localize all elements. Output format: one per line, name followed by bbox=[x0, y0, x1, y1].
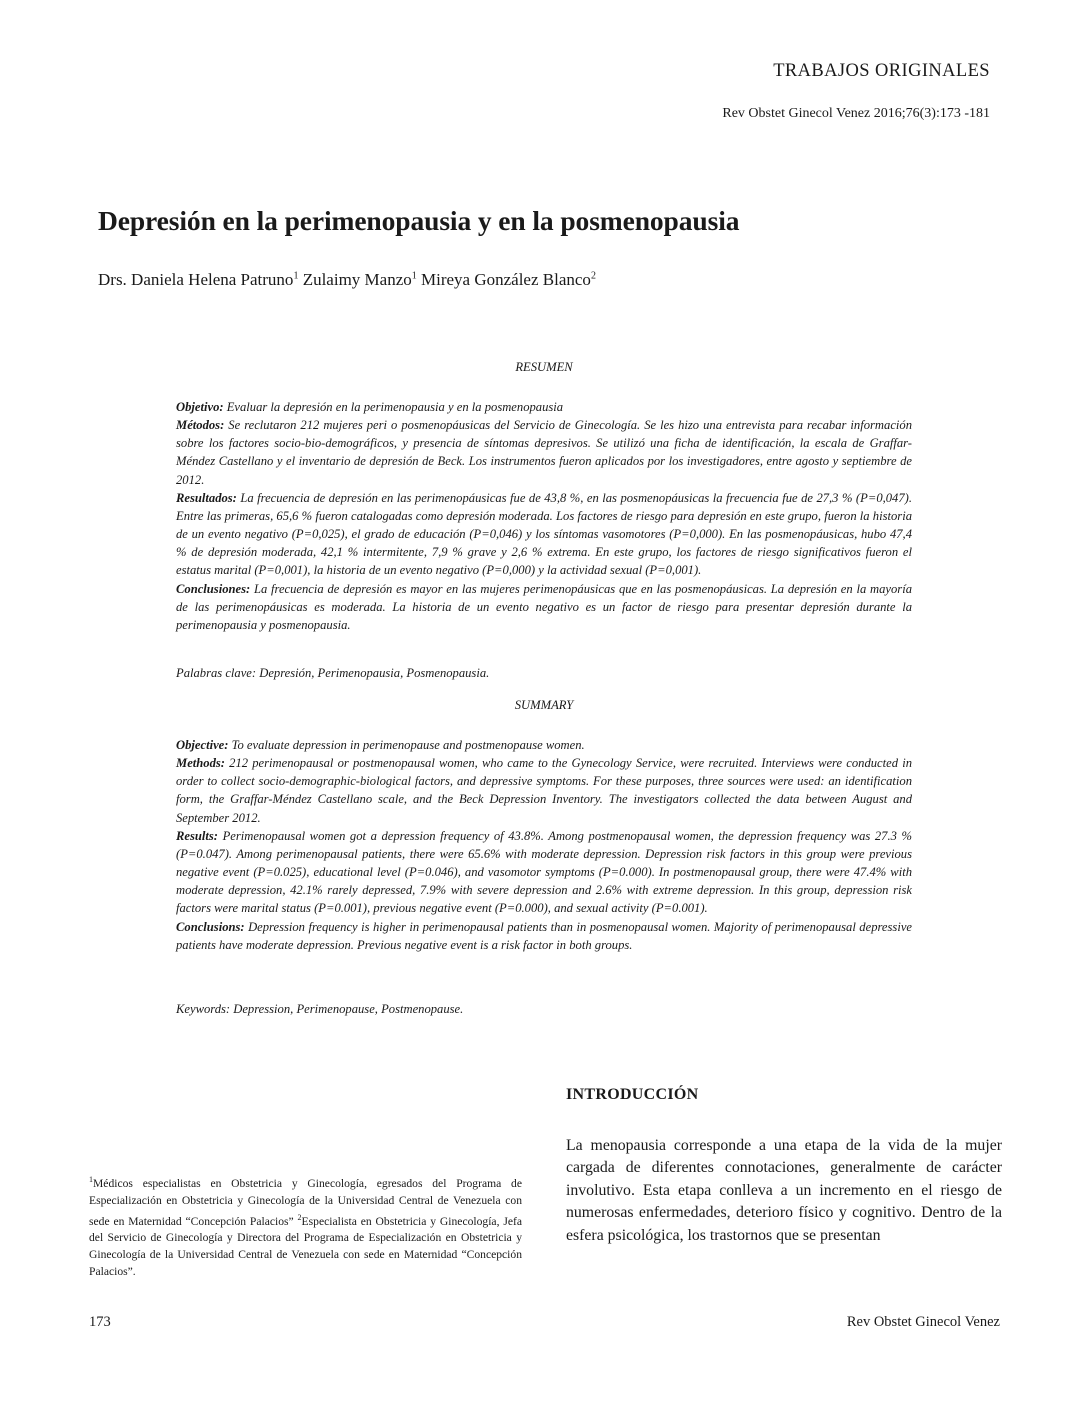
author-name: Drs. Daniela Helena Patruno bbox=[98, 270, 294, 289]
summary-body bbox=[176, 736, 912, 954]
footnote-text: Médicos especialistas en Obstetricia y Ginecología, egresados del Programa de Especialización en Obstetricia y Ginecología de la Universidad Central de Venezuela con sede en Maternidad “Concepción Palacios” bbox=[89, 1176, 522, 1228]
summary-heading: SUMMARY bbox=[514, 698, 574, 712]
author-name: Zulaimy Manzo bbox=[302, 270, 412, 289]
conclusiones-label: Conclusiones: bbox=[176, 581, 251, 596]
results-text: Perimenopausal women got a depression frequency of 43.8%. Among postmenopausal women, the depression frequency was 27.3 % (P=0.047). Among perimenopausal patients, there were 65.6% with moderate depression. Depression risk factors in this group were previous negative event (P=0.025), educational level (P=0.046), and vasomotor symptoms (P=0.000). In postmenopausal group, there were 47.4% with moderate depression, 42.1% rarely depressed, 7.9% with severe depression and 2.6% with extreme depression. In this group, depression risk factors were marital status (P=0.001), previous negative event (P=0.000), and sexual activity (P=0.001). bbox=[176, 828, 912, 916]
objetivo-label: Objetivo: bbox=[176, 400, 224, 414]
summary-methods bbox=[176, 754, 912, 827]
section-label: TRABAJOS ORIGINALES bbox=[773, 61, 990, 81]
summary-results bbox=[176, 827, 912, 918]
footnote-mark: 2 bbox=[297, 1212, 302, 1222]
resumen-conclusiones bbox=[176, 580, 912, 634]
affiliation-mark: 1 bbox=[293, 270, 299, 282]
footnote-text: Especialista en Obstetricia y Ginecología, Jefa del Servicio de Ginecología y Directora del Programa de Especialización en Obstetricia y Ginecología de la Universidad Central de Venezuela con sede en Maternidad “Concepción Palacios”. bbox=[89, 1214, 522, 1279]
objective-text: To evaluate depression in perimenopause and postmenopause women. bbox=[228, 738, 585, 752]
summary-objective bbox=[176, 736, 912, 754]
objective-label: Objective: bbox=[176, 738, 229, 752]
resumen-resultados bbox=[176, 489, 912, 580]
resultados-text: La frecuencia de depresión en las perimenopáusicas fue de 43,8 %, en las posmenopáusicas la frecuencia fue de 27,3 % (P=0,047). Entre las primeras, 65,6 % fueron catalogadas como depresión moderada. Los factores de riesgo para depresión en este grupo, fueron la historia de un evento negativo (P=0,025), el grado de educación (P=0,046) y los síntomas vasomotores (P=0,000). En las posmenopáusicas, hubo 47,4 % de depresión moderada, 42,1 % intermitente, 7,9 % grave y 2,6 % extrema. En este grupo, los factores de riesgo significativos fueron el estatus marital (P=0,001), la historia de un evento negativo (P=0,000) y la actividad sexual (P=0,001). bbox=[176, 490, 912, 578]
results-label: Results: bbox=[176, 828, 218, 843]
resumen-heading: RESUMEN bbox=[515, 360, 573, 374]
affiliation-mark: 1 bbox=[411, 270, 417, 282]
conclusiones-text: La frecuencia de depresión es mayor en las mujeres perimenopáusicas que en las posmenopáusicas. La depresión en la mayoría de las perimenopáusicas es moderada. La historia de un evento negativo es un factor de riesgo para presentar depresión durante la perimenopausia y posmenopausia. bbox=[176, 581, 912, 632]
conclusions-text: Depression frequency is higher in perimenopausal patients than in posmenopausal women. Majority of perimenopausal depressive patients have moderate depression. Previous negative event is a risk factor in both groups. bbox=[176, 919, 912, 952]
footnote-mark: 1 bbox=[89, 1175, 93, 1184]
journal-citation: Rev Obstet Ginecol Venez 2016;76(3):173 -181 bbox=[722, 106, 990, 121]
resumen-metodos bbox=[176, 416, 912, 489]
author-list bbox=[98, 270, 596, 290]
affiliation-footnote bbox=[89, 1172, 522, 1281]
summary-conclusions bbox=[176, 918, 912, 954]
article-title: Depresión en la perimenopausia y en la posmenopausia bbox=[98, 205, 740, 236]
affiliation-mark: 2 bbox=[590, 270, 596, 282]
conclusions-label: Conclusions: bbox=[176, 919, 245, 934]
footer-journal: Rev Obstet Ginecol Venez bbox=[846, 1314, 1000, 1330]
resumen-objetivo bbox=[176, 398, 912, 416]
keywords: Keywords: Depression, Perimenopause, Postmenopause. bbox=[176, 1002, 464, 1016]
introduction-text: La menopausia corresponde a una etapa de la vida de la mujer cargada de diferentes connotaciones, generalmente de carácter involutivo. Esta etapa conlleva a un incremento en el riesgo de numerosas enfermedades, deterioro físico y cognitivo. Dentro de la esfera psicológica, los trastornos que se presentan bbox=[566, 1137, 1002, 1244]
author-name: Mireya González Blanco bbox=[421, 270, 591, 289]
page-number: 173 bbox=[89, 1314, 111, 1330]
methods-label: Methods: bbox=[176, 756, 225, 771]
metodos-label: Métodos: bbox=[176, 418, 225, 433]
resumen-body bbox=[176, 398, 912, 634]
objetivo-text: Evaluar la depresión en la perimenopausia y en la posmenopausia bbox=[223, 400, 564, 414]
introduction-heading: INTRODUCCIÓN bbox=[566, 1086, 699, 1103]
palabras-clave: Palabras clave: Depresión, Perimenopausia, Posmenopausia. bbox=[176, 666, 490, 680]
methods-text: 212 perimenopausal or postmenopausal women, who came to the Gynecology Service, were recruited. Interviews were conducted in order to collect socio-demographic-biological factors, and depressive symptoms. For these purposes, three sources were used: an identification form, the Graffar-Méndez Castellano scale, and the Beck Depression Inventory. The investigators collected the data between August and September 2012. bbox=[176, 756, 912, 825]
metodos-text: Se reclutaron 212 mujeres peri o posmenopáusicas del Servicio de Ginecología. Se les hizo una entrevista para recabar información sobre los factores socio-bio-demográficos, y presencia de síntomas depresivos. Se utilizó una ficha de identificación, la escala de Graffar-Méndez Castellano y el inventario de depresión de Beck. Los instrumentos fueron aplicados por los investigadores, entre agosto y septiembre de 2012. bbox=[176, 418, 912, 487]
resultados-label: Resultados: bbox=[176, 490, 237, 505]
